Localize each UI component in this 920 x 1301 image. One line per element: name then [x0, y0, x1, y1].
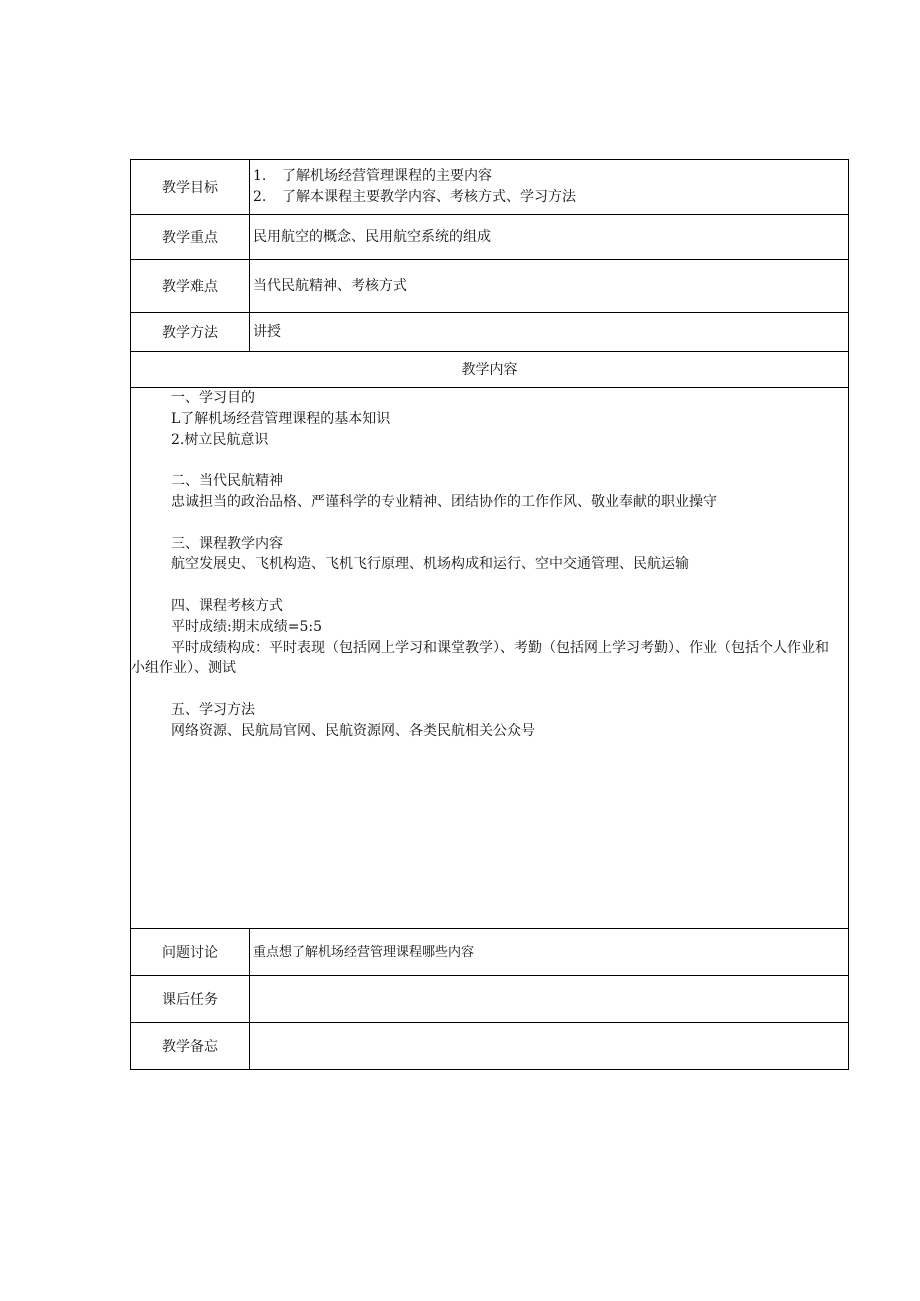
- row-method: [131, 313, 848, 352]
- goal-item-1: [253, 166, 848, 187]
- content-title: 教学内容: [131, 352, 848, 388]
- section-4-line-2: 平时成绩构成：平时表现（包括网上学习和课堂教学）、考勤（包括网上学习考勤）、作业（包括个人作业和小组作业）、测试: [131, 639, 829, 677]
- homework-value: [250, 976, 848, 1022]
- key-points-label: 教学重点: [131, 215, 250, 259]
- section-2-heading: 二、当代民航精神: [171, 473, 283, 490]
- section-5-line-1: 网络资源、民航局官网、民航资源网、各类民航相关公众号: [171, 722, 535, 739]
- row-discussion: [131, 929, 848, 976]
- key-points-value: 民用航空的概念、民用航空系统的组成: [253, 228, 491, 245]
- content-body: [131, 388, 848, 742]
- row-key-points: [131, 215, 848, 260]
- goal-item-1-text: 了解机场经营管理课程的主要内容: [282, 168, 492, 184]
- lesson-plan-table: [130, 159, 849, 1070]
- notes-value: [250, 1023, 848, 1069]
- section-3-heading: 三、课程教学内容: [171, 535, 283, 552]
- difficulties-value: 当代民航精神、考核方式: [253, 277, 407, 294]
- goal-item-2: [253, 187, 848, 208]
- row-homework: [131, 976, 848, 1023]
- row-teaching-goal: [131, 160, 848, 215]
- teaching-goal-value: [250, 160, 848, 214]
- homework-label: 课后任务: [131, 976, 250, 1022]
- teaching-goal-label: 教学目标: [131, 160, 250, 214]
- section-4-heading: 四、课程考核方式: [171, 597, 283, 614]
- difficulties-label: 教学难点: [131, 260, 250, 312]
- discussion-value: 重点想了解机场经营管理课程哪些内容: [253, 944, 475, 960]
- method-value: 讲授: [253, 323, 281, 340]
- section-4-line-1: 平时成绩:期末成绩=5:5: [171, 618, 322, 635]
- goal-item-1-num: 1.: [253, 168, 267, 184]
- section-1-heading: 一、学习目的: [171, 390, 255, 406]
- discussion-label: 问题讨论: [131, 929, 250, 975]
- section-1-line-1: L了解机场经营管理课程的基本知识: [171, 410, 391, 427]
- section-1-line-2: 2.树立民航意识: [171, 431, 269, 448]
- notes-label: 教学备忘: [131, 1023, 250, 1069]
- row-content: [131, 352, 848, 929]
- method-label: 教学方法: [131, 313, 250, 351]
- goal-item-2-num: 2.: [253, 189, 267, 205]
- section-3-line-1: 航空发展史、飞机构造、飞机飞行原理、机场构成和运行、空中交通管理、民航运输: [171, 556, 689, 573]
- section-5-heading: 五、学习方法: [171, 701, 255, 718]
- row-difficulties: [131, 260, 848, 313]
- row-notes: [131, 1023, 848, 1069]
- goal-item-2-text: 了解本课程主要教学内容、考核方式、学习方法: [282, 189, 576, 205]
- section-2-line-1: 忠诚担当的政治品格、严谨科学的专业精神、团结协作的工作作风、敬业奉献的职业操守: [171, 493, 717, 510]
